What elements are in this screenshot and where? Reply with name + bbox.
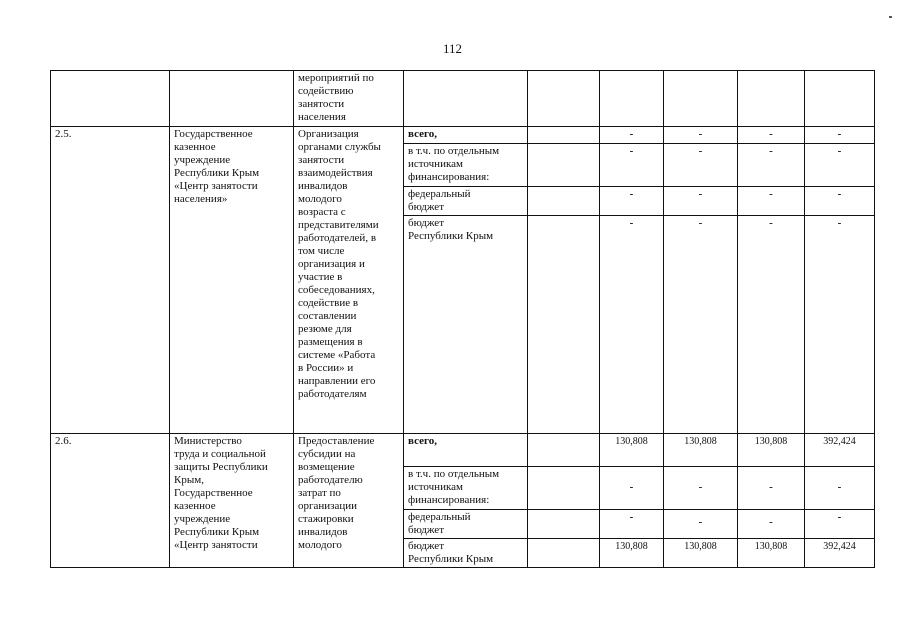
value-cell: - — [600, 127, 664, 144]
value-cell — [528, 71, 600, 127]
funding-source-cell: бюджет Республики Крым — [404, 216, 528, 434]
row-number-cell — [51, 71, 170, 127]
value-cell — [528, 434, 600, 467]
value-cell: - — [738, 187, 805, 216]
value-cell — [528, 467, 600, 510]
page-number: 112 — [442, 41, 463, 56]
value-cell: 392,424 — [805, 434, 875, 467]
value-cell: - — [600, 467, 664, 510]
funding-source-cell: федеральный бюджет — [404, 510, 528, 539]
funding-source-cell: в т.ч. по отдельным источникам финансирования: — [404, 144, 528, 187]
value-cell: - — [805, 467, 875, 510]
value-cell: 130,808 — [664, 539, 738, 568]
value-cell: - — [805, 187, 875, 216]
value-cell: - — [664, 467, 738, 510]
value-cell: - — [600, 510, 664, 539]
funding-source-cell: всего, — [404, 434, 528, 467]
value-cell: 130,808 — [738, 539, 805, 568]
value-cell: - — [805, 510, 875, 539]
value-cell — [528, 216, 600, 434]
value-cell: - — [738, 216, 805, 434]
responsible-org-cell: Государственное казенное учреждение Республики Крым «Центр занятости населения» — [170, 127, 294, 434]
value-cell: - — [664, 187, 738, 216]
funding-source-cell: федеральный бюджет — [404, 187, 528, 216]
value-cell — [528, 127, 600, 144]
value-cell: - — [664, 144, 738, 187]
value-cell: - — [805, 127, 875, 144]
value-cell: - — [805, 144, 875, 187]
table-row — [51, 127, 875, 144]
value-cell: 130,808 — [600, 434, 664, 467]
value-cell: 130,808 — [600, 539, 664, 568]
value-cell: 130,808 — [738, 434, 805, 467]
value-cell — [528, 510, 600, 539]
activity-cell: мероприятий по содействию занятости населения — [294, 71, 404, 127]
value-cell — [528, 187, 600, 216]
funding-source-cell — [404, 71, 528, 127]
value-cell: - — [738, 127, 805, 144]
value-cell: - — [664, 127, 738, 144]
value-cell: - — [664, 510, 738, 539]
funding-source-cell: в т.ч. по отдельным источникам финансирования: — [404, 467, 528, 510]
funding-source-cell: бюджет Республики Крым — [404, 539, 528, 568]
activity-cell: Предоставление субсидии на возмещение работодателю затрат по организации стажировки инвалидов молодого — [294, 434, 404, 568]
funding-source-cell: всего, — [404, 127, 528, 144]
row-number-cell: 2.6. — [51, 434, 170, 568]
value-cell: - — [738, 510, 805, 539]
row-number-cell: 2.5. — [51, 127, 170, 434]
value-cell: - — [664, 216, 738, 434]
table-row — [51, 71, 875, 127]
scan-mark — [889, 16, 892, 18]
value-cell — [664, 71, 738, 127]
financing-table — [50, 70, 875, 568]
value-cell — [528, 144, 600, 187]
value-cell: - — [600, 216, 664, 434]
activity-cell: Организация органами службы занятости взаимодействия инвалидов молодого возраста с представителями работодателей, в том числе организация и участие в собеседованиях, содействие в составлении резюме для размещения в системе «Работа в России» и направлении его работодателям — [294, 127, 404, 434]
value-cell — [528, 539, 600, 568]
responsible-org-cell: Министерство труда и социальной защиты Республики Крым, Государственное казенное учреждение Республики Крым «Центр занятости — [170, 434, 294, 568]
value-cell — [738, 71, 805, 127]
value-cell: - — [600, 187, 664, 216]
value-cell: - — [805, 216, 875, 434]
value-cell — [805, 71, 875, 127]
table-row — [51, 434, 875, 467]
value-cell: - — [738, 467, 805, 510]
value-cell: 130,808 — [664, 434, 738, 467]
value-cell: - — [600, 144, 664, 187]
responsible-org-cell — [170, 71, 294, 127]
value-cell: 392,424 — [805, 539, 875, 568]
value-cell — [600, 71, 664, 127]
value-cell: - — [738, 144, 805, 187]
